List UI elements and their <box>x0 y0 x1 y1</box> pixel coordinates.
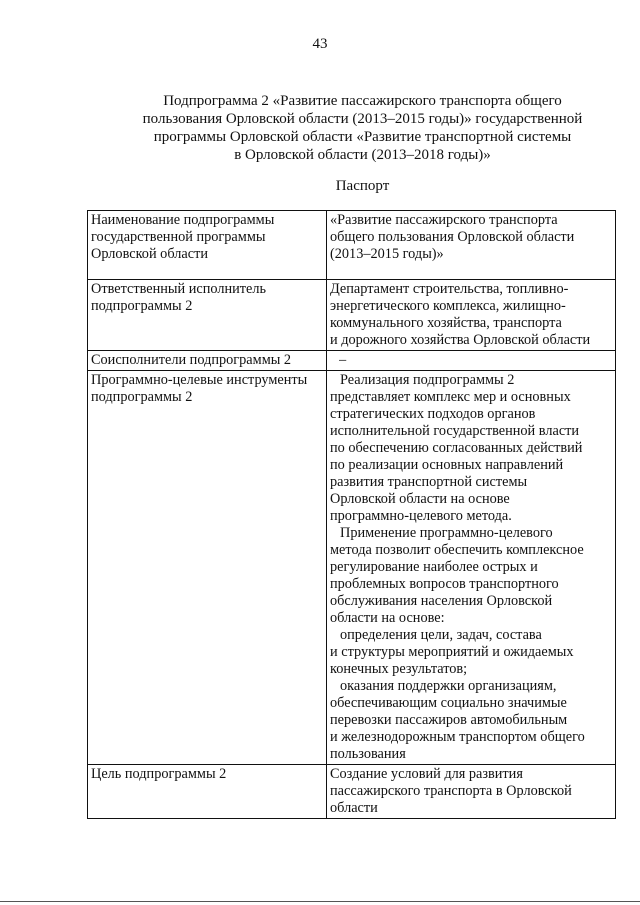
cell-line: коммунального хозяйства, транспорта <box>330 315 562 331</box>
cell-line: энергетического комплекса, жилищно- <box>330 298 566 314</box>
cell-line: определения цели, задач, состава <box>340 627 542 643</box>
cell-line: Программно-целевые инструменты <box>91 372 308 388</box>
cell-line: Орловской области на основе <box>330 491 510 507</box>
cell-line: регулирование наиболее острых и <box>330 559 538 575</box>
cell-line: пользования <box>330 746 406 762</box>
row-label-cell <box>88 280 327 351</box>
title-line: в Орловской области (2013–2018 годы)» <box>234 147 491 163</box>
cell-line: области <box>330 800 378 816</box>
cell-line: – <box>339 352 347 368</box>
cell-line: подпрограммы 2 <box>91 298 193 314</box>
cell-line: области на основе: <box>330 610 445 626</box>
cell-line: программно-целевого метода. <box>330 508 512 524</box>
document-title <box>90 92 635 164</box>
cell-line: государственной программы <box>91 229 266 245</box>
passport-heading: Паспорт <box>335 178 390 194</box>
page-bottom-edge <box>0 901 640 902</box>
table-row <box>88 371 616 765</box>
cell-line: развития транспортной системы <box>330 474 528 490</box>
row-label-cell <box>88 211 327 280</box>
cell-line: Реализация подпрограммы 2 <box>340 372 515 388</box>
title-line: программы Орловской области «Развитие транспортной системы <box>153 129 572 145</box>
table-row <box>88 211 616 280</box>
row-label-cell <box>88 765 327 819</box>
cell-line: Создание условий для развития <box>330 766 523 782</box>
cell-line: исполнительной государственной власти <box>330 423 580 439</box>
cell-line: и железнодорожным транспортом общего <box>330 729 585 745</box>
title-line: пользования Орловской области (2013–2015 годы)» государственной <box>142 111 583 127</box>
cell-line: Наименование подпрограммы <box>91 212 275 228</box>
cell-line: Департамент строительства, топливно- <box>330 281 569 297</box>
cell-line: подпрограммы 2 <box>91 389 193 405</box>
row-value-cell <box>327 351 616 371</box>
cell-line: и структуры мероприятий и ожидаемых <box>330 644 574 660</box>
cell-line: проблемных вопросов транспортного <box>330 576 559 592</box>
cell-line: конечных результатов; <box>330 661 468 677</box>
cell-line: Применение программно-целевого <box>340 525 553 541</box>
cell-line: по обеспечению согласованных действий <box>330 440 583 456</box>
cell-line: и дорожного хозяйства Орловской области <box>330 332 591 348</box>
cell-line: (2013–2015 годы)» <box>330 246 444 262</box>
cell-line: обеспечивающим социально значимые <box>330 695 567 711</box>
cell-line: Соисполнители подпрограммы 2 <box>91 352 292 368</box>
cell-line: Ответственный исполнитель <box>91 281 267 297</box>
cell-line: по реализации основных направлений <box>330 457 564 473</box>
title-line: Подпрограмма 2 «Развитие пассажирского транспорта общего <box>163 93 562 109</box>
row-label-cell <box>88 351 327 371</box>
row-label-cell <box>88 371 327 765</box>
cell-line: обслуживания населения Орловской <box>330 593 553 609</box>
cell-line: «Развитие пассажирского транспорта <box>330 212 558 228</box>
cell-line: Цель подпрограммы 2 <box>91 766 227 782</box>
passport-table <box>87 210 616 819</box>
row-value-cell <box>327 765 616 819</box>
row-value-cell <box>327 371 616 765</box>
cell-line: перевозки пассажиров автомобильным <box>330 712 568 728</box>
cell-line: оказания поддержки организациям, <box>340 678 557 694</box>
cell-line: пассажирского транспорта в Орловской <box>330 783 572 799</box>
table-row <box>88 765 616 819</box>
row-value-cell <box>327 211 616 280</box>
row-value-cell <box>327 280 616 351</box>
cell-line: общего пользования Орловской области <box>330 229 575 245</box>
cell-line: Орловской области <box>91 246 208 262</box>
table-row <box>88 351 616 371</box>
page-number: 43 <box>312 36 328 52</box>
cell-line: метода позволит обеспечить комплексное <box>330 542 584 558</box>
cell-line: стратегических подходов органов <box>330 406 536 422</box>
cell-line: представляет комплекс мер и основных <box>330 389 571 405</box>
table-row <box>88 280 616 351</box>
